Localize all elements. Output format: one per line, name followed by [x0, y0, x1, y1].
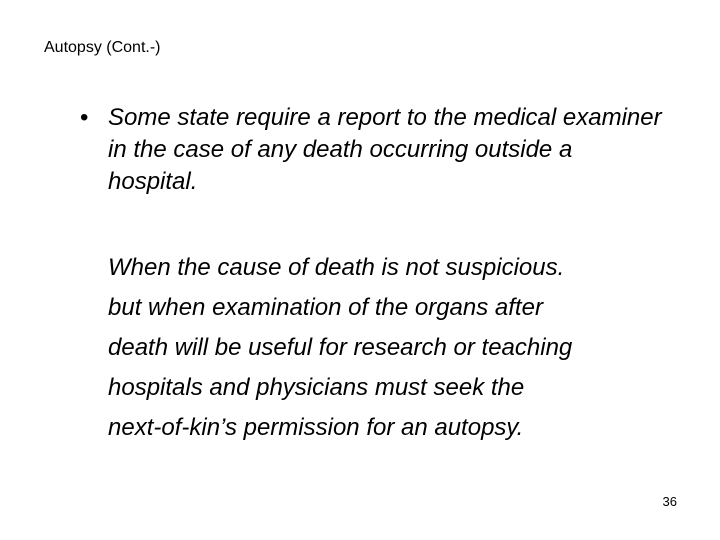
explanation-paragraph	[108, 248, 688, 448]
bullet-text: Some state require a report to the medical examiner in the case of any death occurring outside a hospital.	[108, 104, 662, 195]
paragraph-line: death will be useful for research or teaching	[108, 334, 573, 361]
bullet-icon: •	[80, 104, 89, 131]
bullet-item	[80, 102, 680, 198]
paragraph-line: next-of-kin’s permission for an autopsy.	[108, 414, 524, 441]
paragraph-line: hospitals and physicians must seek the	[108, 374, 525, 401]
paragraph-line: but when examination of the organs after	[108, 294, 543, 321]
slide-title: Autopsy (Cont.-)	[44, 39, 161, 56]
bullet-block	[80, 102, 680, 198]
paragraph-line: When the cause of death is not suspicious.	[108, 254, 565, 281]
page-number: 36	[662, 494, 677, 509]
